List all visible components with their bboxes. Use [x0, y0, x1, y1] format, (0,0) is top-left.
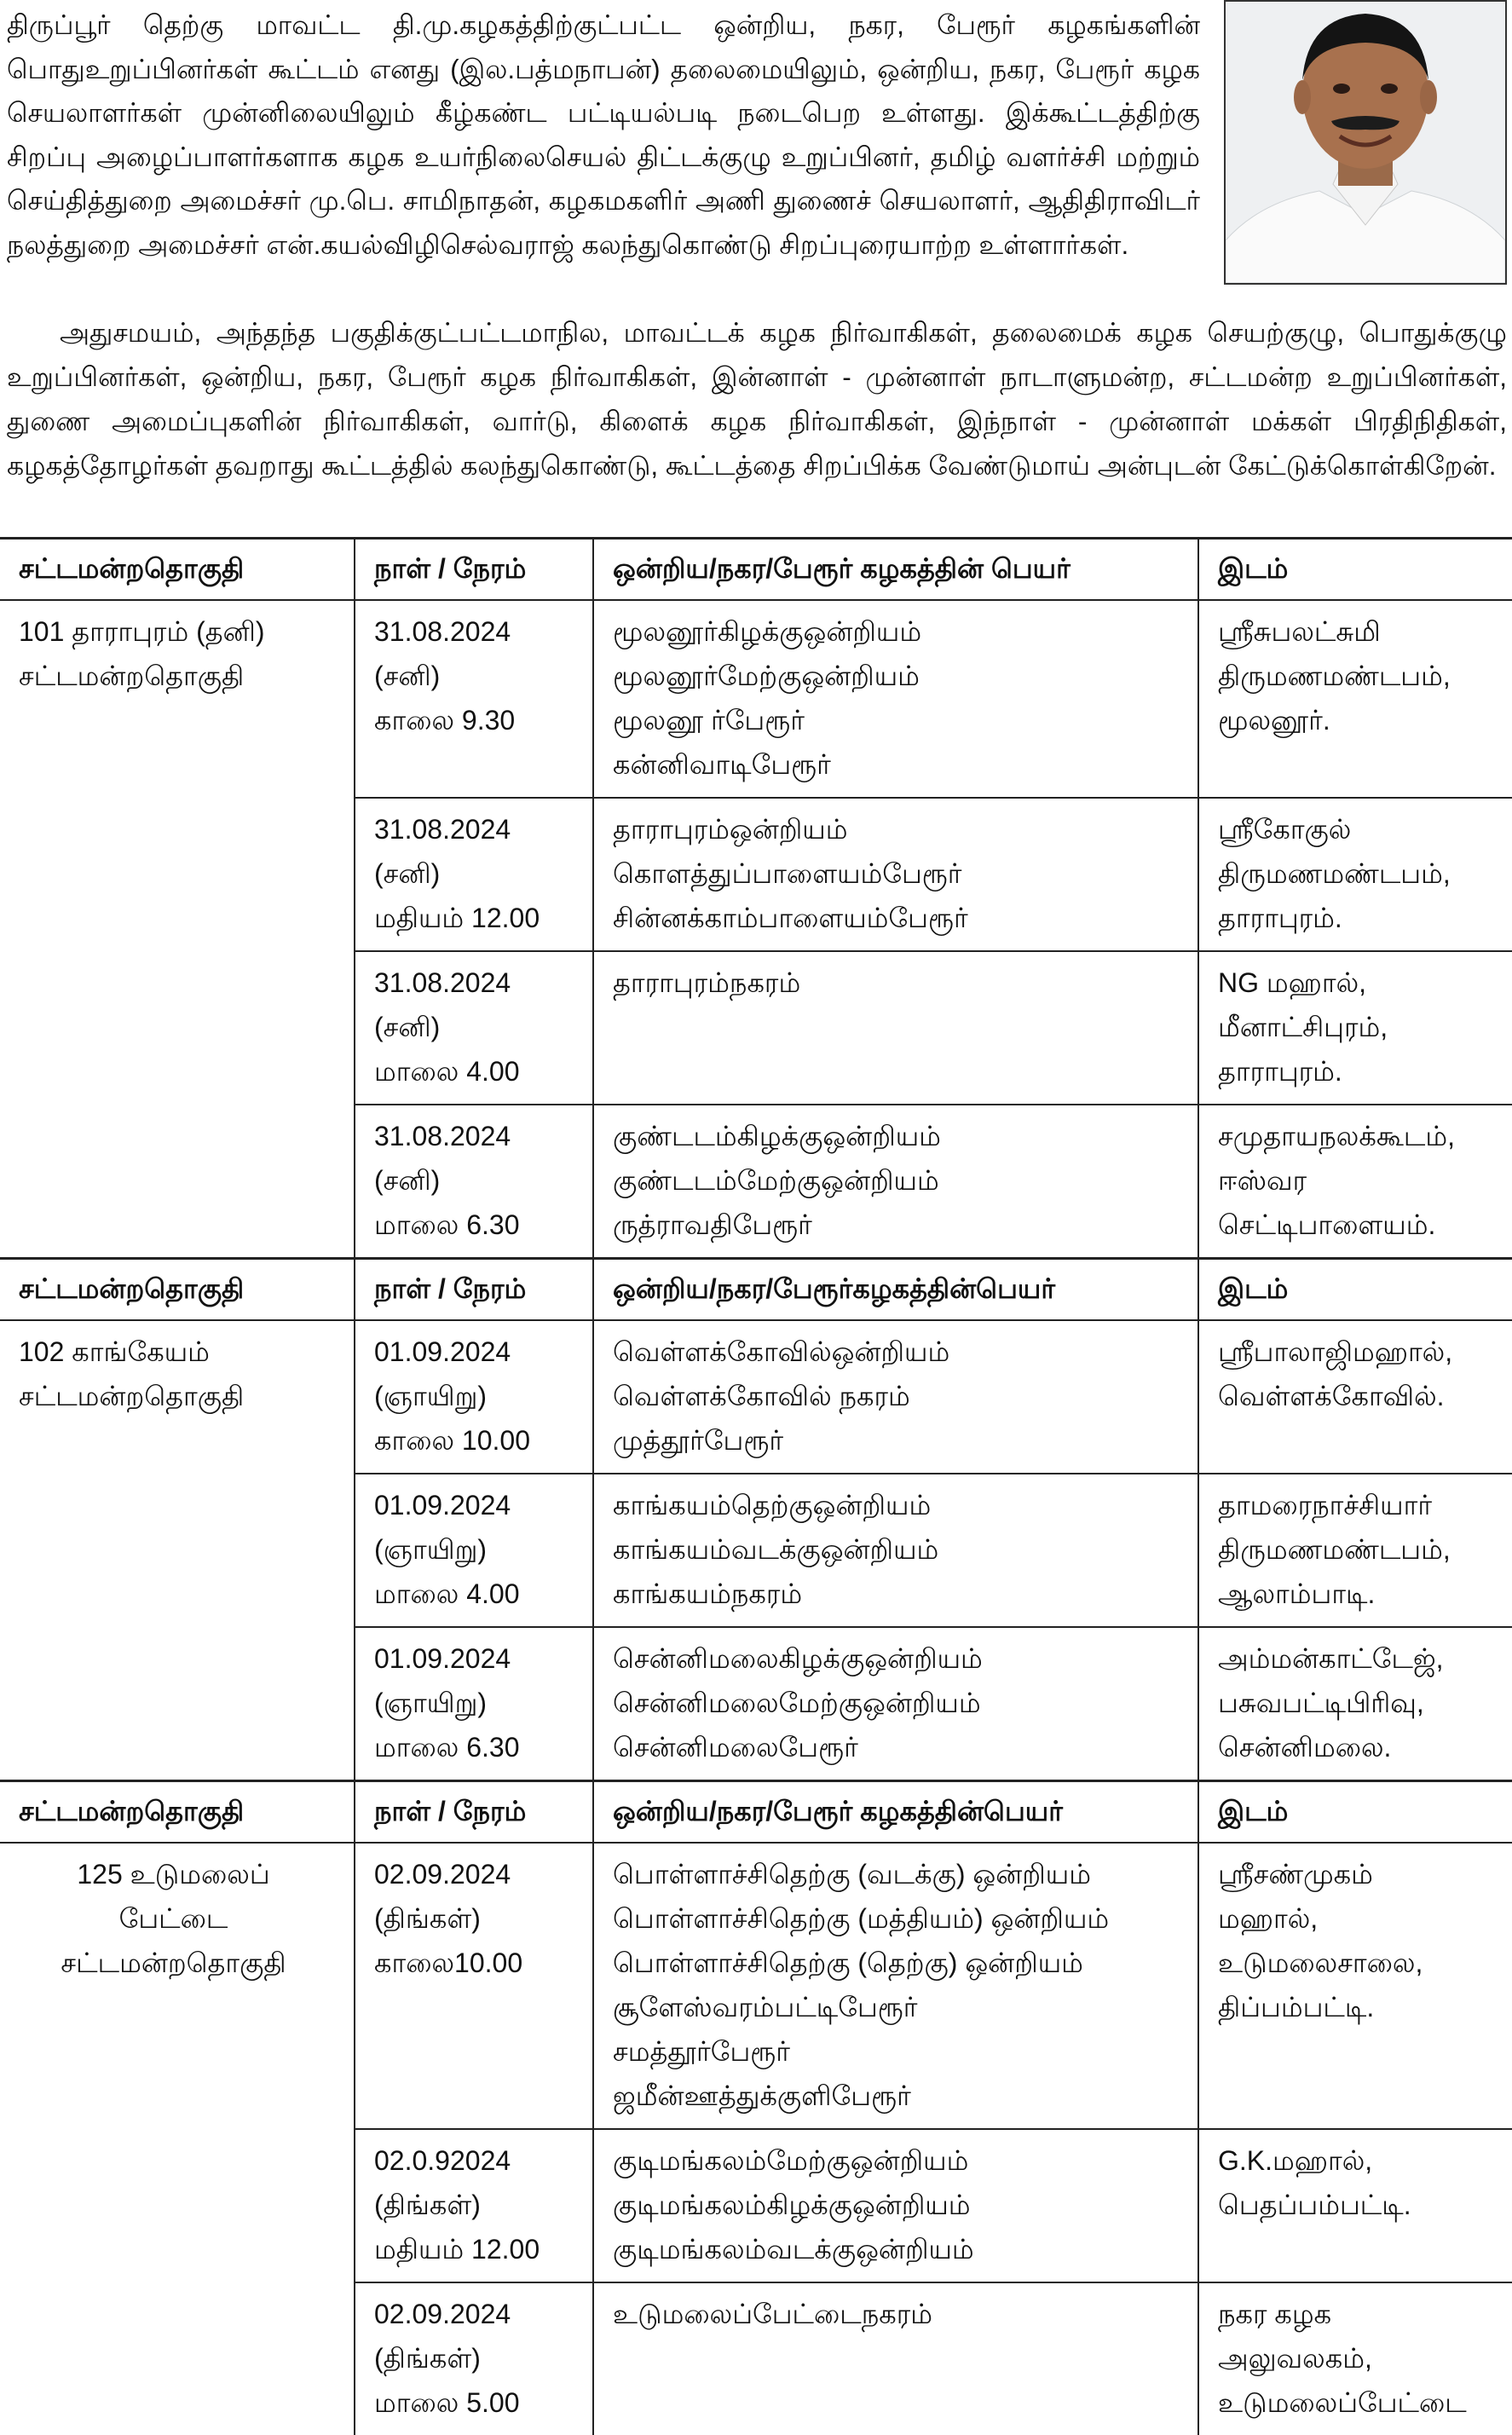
branch-line: தாராபுரம்ஒன்றியம் — [613, 807, 1191, 851]
date-time-line: மதியம் 12.00 — [374, 896, 586, 940]
branch-line: தாராபுரம்நகரம் — [613, 961, 1191, 1005]
venue-line: மீனாட்சிபுரம், — [1218, 1005, 1505, 1049]
branch-line: ருத்ராவதிபேரூர் — [613, 1203, 1191, 1247]
branch-line: சூளேஸ்வரம்பட்டிபேரூர் — [613, 1985, 1191, 2029]
branch-cell — [593, 1474, 1198, 1627]
venue-line: பசுவபட்டிபிரிவு, — [1218, 1681, 1505, 1725]
constituency-cell — [0, 1843, 355, 2435]
constituency-line: சட்டமன்றதொகுதி — [0, 1941, 347, 1985]
table-header-row — [0, 1781, 1512, 1844]
venue-line: G.K.மஹால், — [1218, 2138, 1505, 2183]
venue-line: ஸ்ரீசண்முகம் — [1218, 1852, 1505, 1896]
branch-cell — [593, 798, 1198, 951]
venue-line: நகர கழக — [1218, 2292, 1505, 2336]
date-time-cell — [355, 2129, 593, 2282]
intro-paragraph-1: திருப்பூர் தெற்கு மாவட்ட தி.மு.கழகத்திற்குட்பட்ட ஒன்றிய, நகர, பேரூர் கழகங்களின் பொதுஉறுப்பினர்கள் கூட்டம் எனது (இல.பத்மநாபன்) தலைமையிலும், ஒன்றிய, நகர, பேரூர் கழக செயலாளர்கள் முன்னிலையிலும் கீழ்கண்ட பட்டியல்படி நடைபெற உள்ளது. இக்கூட்டத்திற்கு சிறப்பு அழைப்பாளர்களாக கழக உயர்நிலைசெயல் திட்டக்குழு உறுப்பினர், தமிழ் வளர்ச்சி மற்றும் செய்தித்துறை அமைச்சர் மு.பெ. சாமிநாதன், கழகமகளிர் அணி துணைச் செயலாளர், ஆதிதிராவிடர் நலத்துறை அமைச்சர் என்.கயல்விழிசெல்வராஜ் கலந்துகொண்டு சிறப்புரையாற்ற உள்ளார்கள். — [7, 3, 1200, 267]
branch-line: கொளத்துப்பாளையம்பேரூர் — [613, 851, 1191, 896]
venue-cell — [1198, 798, 1512, 951]
venue-line: மூலனூர். — [1218, 698, 1505, 742]
date-time-line: மாலை 6.30 — [374, 1203, 586, 1247]
branch-line: வெள்ளக்கோவில்ஒன்றியம் — [613, 1330, 1191, 1374]
venue-line: மஹால், — [1218, 1896, 1505, 1941]
header-branch-name: ஒன்றிய/நகர/பேரூர்கழகத்தின்பெயர் — [593, 1259, 1198, 1321]
date-time-line: (ஞாயிறு) — [374, 1681, 586, 1725]
constituency-line: பேட்டை — [0, 1896, 347, 1941]
branch-line: குடிமங்கலம்மேற்குஒன்றியம் — [613, 2138, 1191, 2183]
branch-line: மூலனூர்கிழக்குஒன்றியம் — [613, 609, 1191, 654]
date-time-cell — [355, 1105, 593, 1259]
table-header-row — [0, 1259, 1512, 1321]
date-time-cell — [355, 2282, 593, 2435]
branch-line: உடுமலைப்பேட்டைநகரம் — [613, 2292, 1191, 2336]
venue-line: திப்பம்பட்டி. — [1218, 1985, 1505, 2029]
date-time-line: 31.08.2024 — [374, 1114, 586, 1158]
venue-line: ஸ்ரீபாலாஜிமஹால், — [1218, 1330, 1505, 1374]
venue-line: தாராபுரம். — [1218, 896, 1505, 940]
header-branch-name: ஒன்றிய/நகர/பேரூர் கழகத்தின்பெயர் — [593, 1781, 1198, 1844]
date-time-line: 02.09.2024 — [374, 1852, 586, 1896]
branch-cell — [593, 1843, 1198, 2129]
branch-line: சென்னிமலைகிழக்குஒன்றியம் — [613, 1636, 1191, 1681]
date-time-cell — [355, 951, 593, 1105]
venue-cell — [1198, 2282, 1512, 2435]
portrait-image — [1226, 2, 1505, 283]
date-time-line: (ஞாயிறு) — [374, 1527, 586, 1572]
date-time-cell — [355, 1474, 593, 1627]
branch-line: குண்டடம்மேற்குஒன்றியம் — [613, 1158, 1191, 1203]
date-time-cell — [355, 600, 593, 798]
header-date-time: நாள் / நேரம் — [355, 1781, 593, 1844]
table-row — [0, 1320, 1512, 1474]
constituency-line: 102 காங்கேயம் — [19, 1330, 347, 1374]
branch-line: சென்னிமலைமேற்குஒன்றியம் — [613, 1681, 1191, 1725]
date-time-line: (சனி) — [374, 851, 586, 896]
date-time-line: 31.08.2024 — [374, 609, 586, 654]
branch-line: வெள்ளக்கோவில் நகரம் — [613, 1374, 1191, 1418]
branch-line: கன்னிவாடிபேரூர் — [613, 742, 1191, 787]
header-venue: இடம் — [1198, 1781, 1512, 1844]
venue-line: தாமரைநாச்சியார் — [1218, 1483, 1505, 1527]
date-time-line: மாலை 6.30 — [374, 1725, 586, 1769]
header-constituency: சட்டமன்றதொகுதி — [0, 539, 355, 601]
branch-line: மூலனூர்மேற்குஒன்றியம் — [613, 654, 1191, 698]
branch-cell — [593, 1627, 1198, 1781]
venue-line: ஈஸ்வர — [1218, 1158, 1505, 1203]
header-branch-name: ஒன்றிய/நகர/பேரூர் கழகத்தின் பெயர் — [593, 539, 1198, 601]
table-row — [0, 600, 1512, 798]
venue-line: ஸ்ரீசுபலட்சுமி — [1218, 609, 1505, 654]
branch-line: குடிமங்கலம்வடக்குஒன்றியம் — [613, 2227, 1191, 2271]
venue-line: அலுவலகம், — [1218, 2336, 1505, 2380]
constituency-cell — [0, 1320, 355, 1781]
venue-line: சமுதாயநலக்கூடம், — [1218, 1114, 1505, 1158]
branch-line: முத்தூர்பேரூர் — [613, 1418, 1191, 1463]
branch-line: குண்டடம்கிழக்குஒன்றியம் — [613, 1114, 1191, 1158]
date-time-line: 01.09.2024 — [374, 1483, 586, 1527]
date-time-line: 02.09.2024 — [374, 2292, 586, 2336]
venue-cell — [1198, 1627, 1512, 1781]
date-time-cell — [355, 1627, 593, 1781]
date-time-cell — [355, 1843, 593, 2129]
header-venue: இடம் — [1198, 539, 1512, 601]
table-header-row — [0, 539, 1512, 601]
constituency-line: 101 தாராபுரம் (தனி) — [19, 609, 347, 654]
venue-line: திருமணமண்டபம், — [1218, 1527, 1505, 1572]
venue-cell — [1198, 600, 1512, 798]
header-constituency: சட்டமன்றதொகுதி — [0, 1259, 355, 1321]
branch-line: ஜமீன்ஊத்துக்குளிபேரூர் — [613, 2074, 1191, 2118]
branch-line: பொள்ளாச்சிதெற்கு (தெற்கு) ஒன்றியம் — [613, 1941, 1191, 1985]
date-time-line: (சனி) — [374, 1005, 586, 1049]
constituency-line: சட்டமன்றதொகுதி — [19, 1374, 347, 1418]
venue-line: பெதப்பம்பட்டி. — [1218, 2183, 1505, 2227]
date-time-line: (திங்கள்) — [374, 1896, 586, 1941]
venue-cell — [1198, 1843, 1512, 2129]
venue-cell — [1198, 1105, 1512, 1259]
date-time-line: (சனி) — [374, 654, 586, 698]
venue-line: செட்டிபாளையம். — [1218, 1203, 1505, 1247]
branch-line: காங்கயம்வடக்குஒன்றியம் — [613, 1527, 1191, 1572]
branch-cell — [593, 1320, 1198, 1474]
constituency-line: சட்டமன்றதொகுதி — [19, 654, 347, 698]
venue-cell — [1198, 951, 1512, 1105]
intro-paragraph-2: அதுசமயம், அந்தந்த பகுதிக்குட்பட்டமாநில, மாவட்டக் கழக நிர்வாகிகள், தலைமைக் கழக செயற்குழு, பொதுக்குழு உறுப்பினர்கள், ஒன்றிய, நகர, பேரூர் கழக நிர்வாகிகள், இன்னாள் - முன்னாள் நாடாளுமன்ற, சட்டமன்ற உறுப்பினர்கள், துணை அமைப்புகளின் நிர்வாகிகள், வார்டு, கிளைக் கழக நிர்வாகிகள், இந்நாள் - முன்னாள் மக்கள் பிரதிநிதிகள், கழகத்தோழர்கள் தவறாது கூட்டத்தில் கலந்துகொண்டு, கூட்டத்தை சிறப்பிக்க வேண்டுமாய் அன்புடன் கேட்டுக்கொள்கிறேன். — [7, 310, 1507, 488]
header-constituency: சட்டமன்றதொகுதி — [0, 1781, 355, 1844]
date-time-line: மாலை 5.00 — [374, 2380, 586, 2425]
date-time-line: (திங்கள்) — [374, 2336, 586, 2380]
venue-line: சென்னிமலை. — [1218, 1725, 1505, 1769]
venue-cell — [1198, 2129, 1512, 2282]
venue-line: வெள்ளக்கோவில். — [1218, 1374, 1505, 1418]
date-time-line: (ஞாயிறு) — [374, 1374, 586, 1418]
person-photo — [1224, 0, 1507, 285]
schedule-table — [0, 537, 1512, 2435]
branch-cell — [593, 2129, 1198, 2282]
branch-line: பொள்ளாச்சிதெற்கு (வடக்கு) ஒன்றியம் — [613, 1852, 1191, 1896]
branch-line: மூலனூ ர்பேரூர் — [613, 698, 1191, 742]
date-time-cell — [355, 1320, 593, 1474]
venue-line: திருமணமண்டபம், — [1218, 851, 1505, 896]
branch-line: சமத்தூர்பேரூர் — [613, 2029, 1191, 2074]
date-time-line: 02.0.92024 — [374, 2138, 586, 2183]
venue-line: தாராபுரம். — [1218, 1049, 1505, 1093]
branch-line: சென்னிமலைபேரூர் — [613, 1725, 1191, 1769]
date-time-line: காலை 10.00 — [374, 1418, 586, 1463]
branch-cell — [593, 1105, 1198, 1259]
venue-line: திருமணமண்டபம், — [1218, 654, 1505, 698]
header-date-time: நாள் / நேரம் — [355, 539, 593, 601]
venue-line: அம்மன்காட்டேஜ், — [1218, 1636, 1505, 1681]
branch-line: காங்கயம்தெற்குஒன்றியம் — [613, 1483, 1191, 1527]
date-time-cell — [355, 798, 593, 951]
venue-line: உடுமலைசாலை, — [1218, 1941, 1505, 1985]
date-time-line: மாலை 4.00 — [374, 1049, 586, 1093]
date-time-line: காலை10.00 — [374, 1941, 586, 1985]
branch-cell — [593, 2282, 1198, 2435]
date-time-line: மாலை 4.00 — [374, 1572, 586, 1616]
date-time-line: 01.09.2024 — [374, 1330, 586, 1374]
branch-line: காங்கயம்நகரம் — [613, 1572, 1191, 1616]
venue-line: ஆலாம்பாடி. — [1218, 1572, 1505, 1616]
header-venue: இடம் — [1198, 1259, 1512, 1321]
date-time-line: 31.08.2024 — [374, 807, 586, 851]
branch-line: பொள்ளாச்சிதெற்கு (மத்தியம்) ஒன்றியம் — [613, 1896, 1191, 1941]
venue-cell — [1198, 1474, 1512, 1627]
constituency-cell — [0, 600, 355, 1259]
date-time-line: 31.08.2024 — [374, 961, 586, 1005]
branch-cell — [593, 600, 1198, 798]
venue-cell — [1198, 1320, 1512, 1474]
constituency-line: 125 உடுமலைப் — [0, 1852, 347, 1896]
header-date-time: நாள் / நேரம் — [355, 1259, 593, 1321]
schedule-body — [0, 539, 1512, 2435]
date-time-line: மதியம் 12.00 — [374, 2227, 586, 2271]
venue-line: ஸ்ரீகோகுல் — [1218, 807, 1505, 851]
branch-line: குடிமங்கலம்கிழக்குஒன்றியம் — [613, 2183, 1191, 2227]
table-row — [0, 1843, 1512, 2129]
venue-line: உடுமலைப்பேட்டை — [1218, 2380, 1505, 2425]
date-time-line: காலை 9.30 — [374, 698, 586, 742]
branch-cell — [593, 951, 1198, 1105]
date-time-line: (சனி) — [374, 1158, 586, 1203]
date-time-line: 01.09.2024 — [374, 1636, 586, 1681]
venue-line: NG மஹால், — [1218, 961, 1505, 1005]
date-time-line: (திங்கள்) — [374, 2183, 586, 2227]
branch-line: சின்னக்காம்பாளையம்பேரூர் — [613, 896, 1191, 940]
